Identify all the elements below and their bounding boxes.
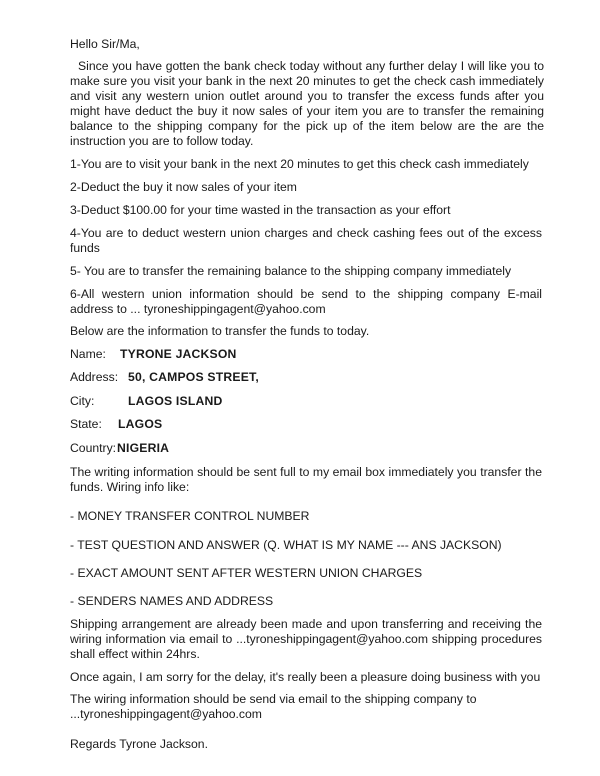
wiring-item: - MONEY TRANSFER CONTROL NUMBER: [70, 509, 310, 523]
step-2: 2-Deduct the buy it now sales of your item: [70, 180, 297, 194]
apology: Once again, I am sorry for the delay, it's really been a pleasure doing business with you: [70, 670, 541, 684]
recipient-address-row: [70, 370, 259, 385]
name-label: Name:: [70, 347, 106, 361]
country-label: Country:: [70, 441, 117, 455]
step-6: 6-All western union information should be send to the shipping company E-mail address to ... tyroneshippingagent@yahoo.com: [70, 287, 542, 316]
transfer-intro: Below are the information to transfer the funds to today.: [70, 324, 370, 338]
recipient-country-row: [70, 441, 170, 456]
address-value: 50, CAMPOS STREET,: [128, 370, 259, 384]
step-5: 5- You are to transfer the remaining balance to the shipping company immediately: [70, 264, 512, 278]
greeting: Hello Sir/Ma,: [70, 37, 140, 51]
step-1: 1-You are to visit your bank in the next 20 minutes to get this check cash immediately: [70, 157, 529, 171]
email-note-line1: The wiring information should be send via email to the shipping company to: [70, 692, 477, 706]
recipient-state-row: [70, 417, 163, 432]
name-value: TYRONE JACKSON: [120, 347, 237, 361]
recipient-name-row: [70, 347, 237, 362]
intro-paragraph: Since you have gotten the bank check today without any further delay I will like you to make sure you visit your bank in the next 20 minutes to get the check cash immediately and visit any western union outlet around you to transfer the excess funds after you might have deduct the buy it now sales of your item you are to transfer the remaining balance to the shipping company for the pick up of the item below are the are the instruction you are to follow today.: [70, 59, 544, 148]
state-label: State:: [70, 417, 102, 431]
signoff: Regards Tyrone Jackson.: [70, 737, 208, 751]
email-note-line2: ...tyroneshippingagent@yahoo.com: [70, 707, 262, 721]
recipient-city-row: [70, 394, 223, 409]
state-value: LAGOS: [118, 417, 163, 431]
step-4: 4-You are to deduct western union charges and check cashing fees out of the excess funds: [70, 226, 542, 255]
wiring-item: - SENDERS NAMES AND ADDRESS: [70, 594, 274, 608]
address-label: Address:: [70, 370, 119, 384]
country-value: NIGERIA: [117, 441, 170, 455]
shipping-note: Shipping arrangement are already been made and upon transferring and receiving the wiring information via email to ...tyroneshippingagent@yahoo.com shipping procedures shall effect within 24hrs.: [70, 617, 542, 661]
wiring-intro: The writing information should be sent full to my email box immediately you transfer the funds. Wiring info like:: [70, 465, 542, 494]
wiring-item: - TEST QUESTION AND ANSWER (Q. WHAT IS MY NAME --- ANS JACKSON): [70, 538, 502, 552]
wiring-item: - EXACT AMOUNT SENT AFTER WESTERN UNION CHARGES: [70, 566, 423, 580]
city-label: City:: [70, 394, 95, 408]
city-value: LAGOS ISLAND: [128, 394, 223, 408]
step-3: 3-Deduct $100.00 for your time wasted in the transaction as your effort: [70, 203, 451, 217]
